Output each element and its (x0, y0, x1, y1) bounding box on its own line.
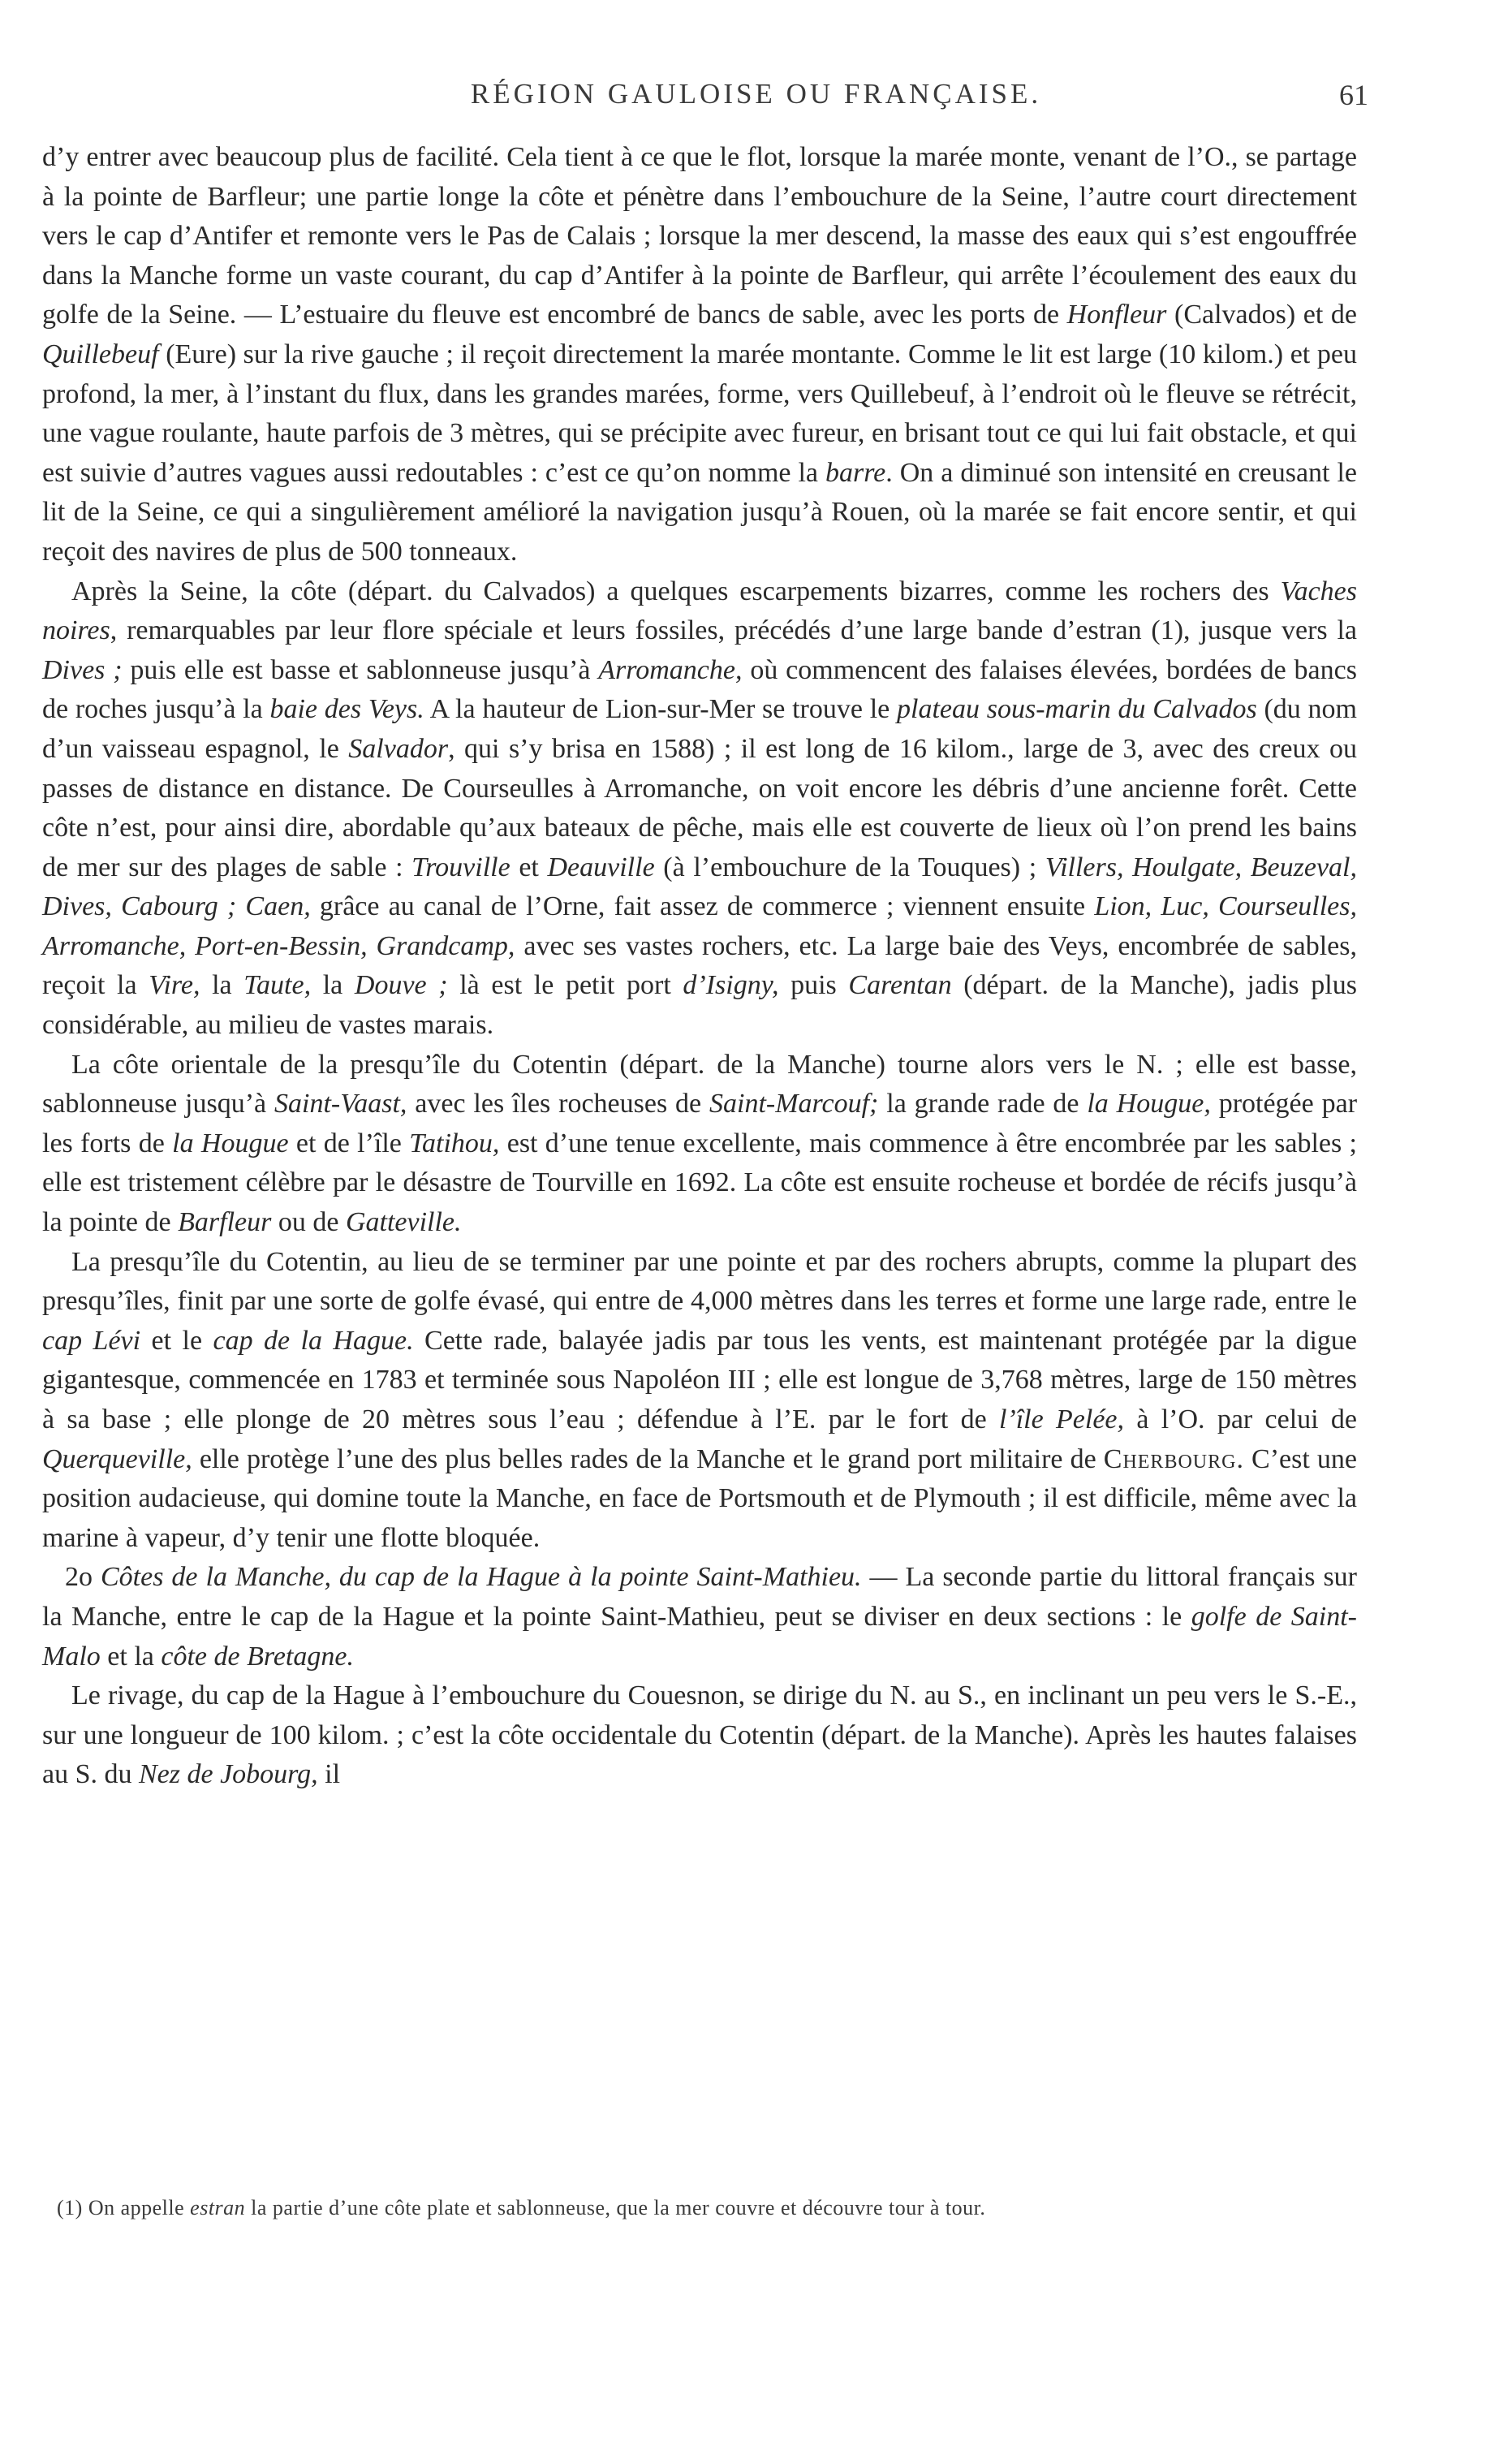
page-title: RÉGION GAULOISE OU FRANÇAISE. (470, 78, 1042, 110)
paragraph-seine-estuary: d’y entrer avec beaucoup plus de facilité. Cela tient à ce que le flot, lorsque la marée monte, venant de l’O., se partage à la pointe de Barfleur; une partie longe la côte et pénètre dans l’embouchure de la Seine, l’autre court directement vers le cap d’Antifer et remonte vers le Pas de Calais ; lorsque la mer descend, la masse des eaux qui s’est engouffrée dans la Manche forme un vaste courant, du cap d’Antifer à la pointe de Barfleur, qui arrête l’écoulement des eaux du golfe de la Seine. — L’estuaire du fleuve est encombré de bancs de sable, avec les ports de Honfleur (Calvados) et de Quillebeuf (Eure) sur la rive gauche ; il reçoit directement la marée montante. Comme le lit est large (10 kilom.) et peu profond, la mer, à l’instant du flux, dans les grandes marées, forme, vers Quillebeuf, à l’endroit où le fleuve se rétrécit, une vague roulante, haute parfois de 3 mètres, qui se précipite avec fureur, en brisant tout ce qui lui fait obstacle, et qui est suivie d’autres vagues aussi redoutables : c’est ce qu’on nomme la barre. On a diminué son intensité en creusant le lit de la Seine, ce qui a singulièrement amélioré la navigation jusqu’à Rouen, où la marée se fait encore sentir, et qui reçoit des navires de plus de 500 tonneaux. (42, 142, 1357, 567)
section-heading: Côtes de la Manche, du cap de la Hague à la pointe Saint-Mathieu. (101, 1562, 862, 1593)
place-honfleur: Honfleur (1066, 300, 1167, 330)
paragraph-cotentin-west: Le rivage, du cap de la Hague à l’embouchure du Couesnon, se dirige du N. au S., en inclinant un peu vers le S.-E., sur une longueur de 100 kilom. ; c’est la côte occidentale du Cotentin (départ. de la Manche). Après les hautes falaises au S. du Nez de Jobourg, il (42, 1680, 1357, 1790)
body-text (42, 138, 1357, 1795)
section-number: 2o (65, 1562, 93, 1593)
term-barre: barre (825, 457, 886, 488)
place-quillebeuf: Quillebeuf (42, 339, 159, 369)
term-estran: estran (190, 2196, 246, 2220)
place-cherbourg: Cherbourg. (1103, 1443, 1244, 1474)
paragraph-cotentin-east: La côte orientale de la presqu’île du Cotentin (départ. de la Manche) tourne alors vers le N. ; elle est basse, sablonneuse jusqu’à Saint-Vaast, avec les îles rocheuses de Saint-Marcouf; la grande rade de la Hougue, protégée par les forts de la Hougue et de l’île Tatihou, est d’une tenue excellente, mais commence à être encombrée par les sables ; elle est tristement célèbre par le désastre de Tourville en 1692. La côte est ensuite rocheuse et bordée de récifs jusqu’à la pointe de Barfleur ou de Gatteville. (42, 1049, 1358, 1238)
running-head (0, 78, 1512, 127)
page-number: 61 (1339, 79, 1368, 111)
paragraph-section-2: 2o Côtes de la Manche, du cap de la Hague à la pointe Saint-Mathieu. — La seconde partie du littoral français sur la Manche, entre le cap de la Hague et la pointe Saint-Mathieu, peut se diviser en deux sections : le golfe de Saint-Malo et la côte de Bretagne. (42, 1562, 1358, 1672)
footnote: (1) On appelle estran la partie d’une côte plate et sablonneuse, que la mer couvre et découvre tour à tour. (57, 2196, 986, 2220)
paragraph-calvados-coast: Après la Seine, la côte (départ. du Calvados) a quelques escarpements bizarres, comme les rochers des Vaches noires, remarquables par leur flore spéciale et leurs fossiles, précédés d’une large bande d’estran (1), jusque vers la Dives ; puis elle est basse et sablonneuse jusqu’à Arromanche, où commencent des falaises élevées, bordées de bancs de roches jusqu’à la baie des Veys. A la hauteur de Lion-sur-Mer se trouve le plateau sous-marin du Calvados (du nom d’un vaisseau espagnol, le Salvador, qui s’y brisa en 1588) ; il est long de 16 kilom., large de 3, avec des creux ou passes de distance en distance. De Courseulles à Arromanche, on voit encore les débris d’une ancienne forêt. Cette côte n’est, pour ainsi dire, abordable qu’aux bateaux de pêche, mais elle est couverte de lieux où l’on prend les bains de mer sur des plages de sable : Trouville et Deauville (à l’embouchure de la Touques) ; Villers, Houlgate, Beuzeval, Dives, Cabourg ; Caen, grâce au canal de l’Orne, fait assez de commerce ; viennent ensuite Lion, Luc, Courseulles, Arromanche, Port-en-Bessin, Grandcamp, avec ses vastes rochers, etc. La large baie des Veys, encombrée de sables, reçoit la Vire, la Taute, la Douve ; là est le petit port d’Isigny, puis Carentan (départ. de la Manche), jadis plus considérable, au milieu de vastes marais. (42, 576, 1357, 1041)
paragraph-cherbourg: La presqu’île du Cotentin, au lieu de se terminer par une pointe et par des rochers abrupts, comme la plupart des presqu’îles, finit par une sorte de golfe évasé, qui entre de 4,000 mètres dans les terres et forme une large rade, entre le cap Lévi et le cap de la Hague. Cette rade, balayée jadis par tous les vents, est maintenant protégée par la digue gigantesque, commencée en 1783 et terminée sous Napoléon III ; elle est longue de 3,768 mètres, large de 150 mètres à sa base ; elle plonge de 20 mètres sous l’eau ; défendue à l’E. par le fort de l’île Pelée, à l’O. par celui de Querqueville, elle protège l’une des plus belles rades de la Manche et le grand port militaire de Cherbourg. C’est une position audacieuse, qui domine toute la Manche, en face de Portsmouth et de Plymouth ; il est difficile, même avec la marine à vapeur, d’y tenir une flotte bloquée. (42, 1246, 1357, 1553)
